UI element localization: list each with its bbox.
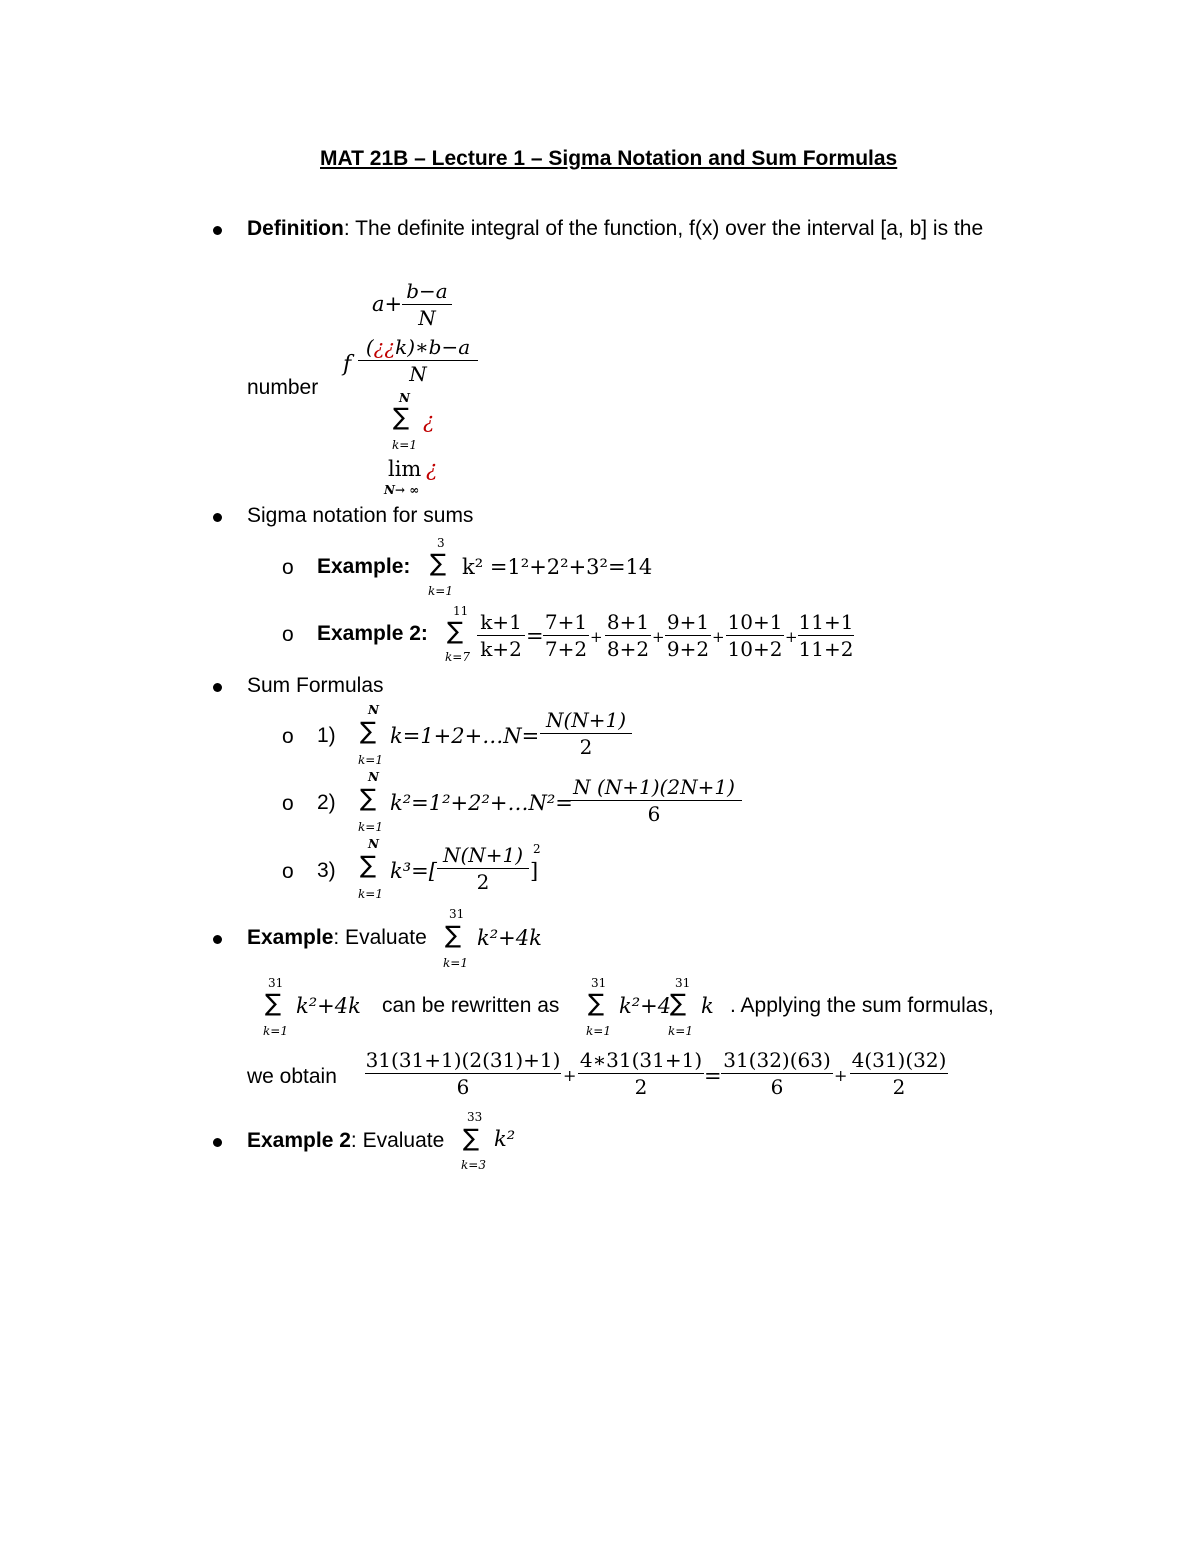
- formula2-label: 2): [317, 791, 336, 814]
- definition-text: : The definite integral of the function, f(x) over the interval [a, b] is the: [343, 217, 984, 240]
- rewrite-expr-1: k²+4: [619, 994, 672, 1018]
- equals-sign: =: [526, 624, 544, 648]
- formula3-fraction: N(N+1) 2: [437, 842, 529, 895]
- formula-inner-fraction: (¿¿k)∗b−a N: [358, 334, 478, 387]
- rewrite-lower-2: k=1: [586, 1024, 611, 1038]
- formula3-lhs: k³=[: [390, 859, 437, 883]
- sigma-icon: ∑: [445, 921, 462, 949]
- example2-frac-4: 10+1 10+2: [727, 610, 783, 661]
- plus-sign: +: [652, 628, 665, 646]
- example1-label: Example:: [317, 555, 411, 578]
- example1-body: k² =1²+2²+3²=14: [462, 555, 653, 579]
- rewrite-lower-3: k=1: [668, 1024, 693, 1038]
- sum-formulas-heading: Sum Formulas: [247, 674, 384, 697]
- formula-top-a: a+: [372, 292, 403, 316]
- bullet-icon: [213, 683, 222, 692]
- formula3-tail: ]: [530, 859, 539, 883]
- eval-lower: k=1: [443, 956, 468, 970]
- bullet-icon: [213, 226, 222, 235]
- def-lim: lim: [388, 457, 422, 481]
- obtain-op-0: +: [563, 1066, 577, 1085]
- formula3-upper: N: [368, 837, 379, 851]
- example2-frac-2: 8+1 8+2: [606, 610, 650, 661]
- eval-upper: 31: [449, 907, 465, 921]
- obtain-frac-3: 4(31)(32) 2: [851, 1048, 947, 1099]
- formula-top-fraction: b−a N: [402, 278, 452, 331]
- rewrite-expr-0: k²+4k: [296, 994, 361, 1018]
- sigma-icon: ∑: [360, 851, 377, 879]
- rewrite-expr-2: k: [701, 994, 714, 1018]
- formula2-lower: k=1: [358, 820, 383, 834]
- formula1-lhs: k=1+2+…N=: [390, 724, 540, 748]
- bullet-icon: [213, 1138, 222, 1147]
- example1-lower: k=1: [428, 584, 453, 598]
- example2-upper: 11: [453, 604, 469, 618]
- sigma-icon: ∑: [430, 549, 447, 577]
- definition-label: Definition: [247, 217, 344, 240]
- rewrite-lower-1: k=1: [263, 1024, 288, 1038]
- obtain-frac-1: 4∗31(31+1) 2: [579, 1048, 703, 1099]
- sigma-icon: ∑: [447, 617, 464, 645]
- sub-bullet-icon: o: [282, 860, 294, 883]
- sigma-icon: ∑: [360, 717, 377, 745]
- example1-upper: 3: [437, 536, 445, 550]
- formula1-lower: k=1: [358, 753, 383, 767]
- applying-text: . Applying the sum formulas,: [730, 994, 994, 1017]
- formula2-fraction: N (N+1)(2N+1) 6: [566, 774, 742, 827]
- formula1-upper: N: [368, 703, 379, 717]
- obtain-frac-0: 31(31+1)(2(31)+1) 6: [365, 1048, 561, 1099]
- bullet-icon: [213, 935, 222, 944]
- example-eval-line: Example: Evaluate: [247, 926, 427, 949]
- rewrite-text: can be rewritten as: [382, 994, 560, 1017]
- obtain-op-2: +: [834, 1066, 848, 1085]
- sigma-icon: ∑: [588, 989, 605, 1017]
- we-obtain-label: we obtain: [247, 1065, 337, 1088]
- sub-bullet-icon: o: [282, 792, 294, 815]
- plus-sign: +: [712, 628, 725, 646]
- example2-frac-5: 11+1 11+2: [798, 610, 854, 661]
- formula-f: f: [343, 352, 352, 377]
- number-label: number: [247, 376, 319, 399]
- sigma-icon: ∑: [265, 989, 282, 1017]
- formula2-upper: N: [368, 770, 379, 784]
- sub-bullet-icon: o: [282, 725, 294, 748]
- page-title: MAT 21B – Lecture 1 – Sigma Notation and Sum Formulas: [320, 147, 898, 170]
- sub-bullet-icon: o: [282, 556, 294, 579]
- obtain-op-1: =: [704, 1064, 722, 1088]
- formula3-tail-sup: 2: [533, 842, 541, 856]
- eval2-expr: k²: [494, 1127, 516, 1151]
- sigma-icon: ∑: [360, 784, 377, 812]
- sigma-icon: ∑: [463, 1124, 480, 1152]
- eval-expr: k²+4k: [477, 926, 542, 950]
- def-sum-tail: ¿: [423, 409, 435, 433]
- sigma-icon: ∑: [670, 989, 687, 1017]
- def-sum-upper: N: [399, 391, 410, 405]
- rewrite-upper-3: 31: [675, 976, 691, 990]
- formula1-fraction: N(N+1) 2: [540, 707, 632, 760]
- eval2-upper: 33: [467, 1110, 483, 1124]
- bullet-icon: [213, 513, 222, 522]
- example2-frac-3: 9+1 9+2: [666, 610, 710, 661]
- eval2-lower: k=3: [461, 1158, 486, 1172]
- example2-frac-0: k+1 k+2: [477, 609, 525, 662]
- placeholder-glyph: ¿¿: [373, 335, 396, 359]
- rewrite-upper-2: 31: [591, 976, 607, 990]
- def-lim-tail: ¿: [426, 457, 438, 481]
- formula3-label: 3): [317, 859, 336, 882]
- def-lim-sub: N→ ∞: [384, 483, 420, 497]
- plus-sign: +: [590, 628, 603, 646]
- sub-bullet-icon: o: [282, 623, 294, 646]
- plus-sign: +: [785, 628, 798, 646]
- obtain-frac-2: 31(32)(63) 6: [721, 1047, 833, 1100]
- sigma-heading: Sigma notation for sums: [247, 504, 474, 527]
- formula3-lower: k=1: [358, 887, 383, 901]
- example2-frac-1: 7+1 7+2: [544, 610, 588, 661]
- def-sum-lower: k=1: [392, 438, 417, 452]
- example2-lower: k=7: [445, 650, 470, 664]
- formula1-label: 1): [317, 724, 336, 747]
- sigma-icon: ∑: [393, 403, 410, 431]
- rewrite-upper-1: 31: [268, 976, 284, 990]
- example2-label: Example 2:: [317, 622, 428, 645]
- example2-eval-line: Example 2: Evaluate: [247, 1129, 445, 1152]
- formula2-lhs: k²=1²+2²+…N²=: [390, 791, 573, 815]
- definition-line: [247, 217, 983, 241]
